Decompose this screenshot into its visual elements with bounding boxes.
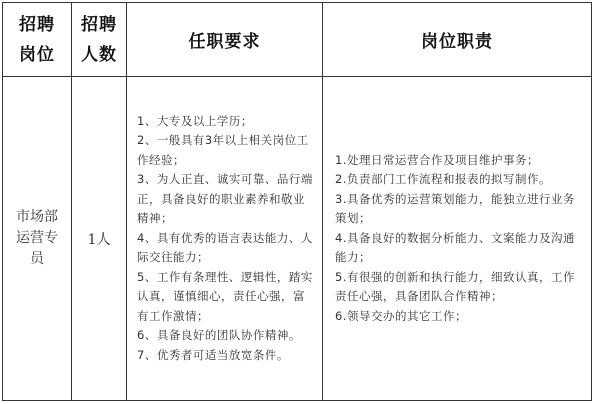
duty-item: 3.具备优秀的运营策划能力，能独立进行业务策划；	[335, 191, 575, 226]
duty-item: 4.具备良好的数据分析能力、文案能力及沟通能力；	[335, 230, 575, 265]
requirement-item: 4、具有优秀的语言表达能力、人际交往能力；	[137, 230, 313, 265]
requirement-item: 3、为人正直、诚实可靠、品行端正，具备良好的职业素养和敬业精神；	[137, 172, 313, 226]
requirements-list	[137, 112, 314, 366]
header-row	[3, 3, 592, 77]
header-headcount	[72, 3, 127, 77]
requirement-item: 6、具备良好的团队协作精神。	[137, 328, 301, 343]
table-row	[3, 77, 592, 401]
header-position	[3, 3, 72, 77]
position-line1: 市场部	[16, 209, 58, 225]
duty-item: 5.有很强的创新和执行能力，细致认真，工作责任心强，具备团队合作精神；	[335, 269, 575, 304]
duty-item: 2.负责部门工作流程和报表的拟写制作。	[335, 172, 551, 187]
header-position-line2: 岗位	[19, 44, 55, 65]
header-headcount-line1: 招聘	[81, 14, 117, 35]
duties-list	[335, 151, 581, 327]
position-line2: 运营专	[16, 230, 58, 246]
requirement-item: 2、一般具有3年以上相关岗位工作经验；	[137, 133, 309, 167]
header-position-line1: 招聘	[19, 14, 55, 35]
cell-duties	[323, 77, 592, 401]
header-headcount-line2: 人数	[81, 44, 117, 65]
duty-item: 1.处理日常运营合作及项目维护事务；	[335, 152, 539, 167]
duty-item: 6.领导交办的其它工作；	[335, 308, 467, 323]
header-requirements: 任职要求	[127, 3, 323, 77]
cell-requirements	[127, 77, 323, 401]
job-posting-table	[2, 2, 592, 401]
position-line3: 员	[30, 251, 44, 267]
cell-position	[3, 77, 72, 401]
job-posting-table-container	[2, 2, 591, 402]
requirement-item: 1、大专及以上学历；	[137, 113, 253, 128]
cell-headcount: 1人	[72, 77, 127, 401]
requirement-item: 7、优秀者可适当放宽条件。	[137, 347, 289, 362]
requirement-item: 5、工作有条理性、逻辑性，踏实认真，谨慎细心，责任心强，富有工作激情；	[137, 269, 313, 323]
header-duties: 岗位职责	[323, 3, 592, 77]
